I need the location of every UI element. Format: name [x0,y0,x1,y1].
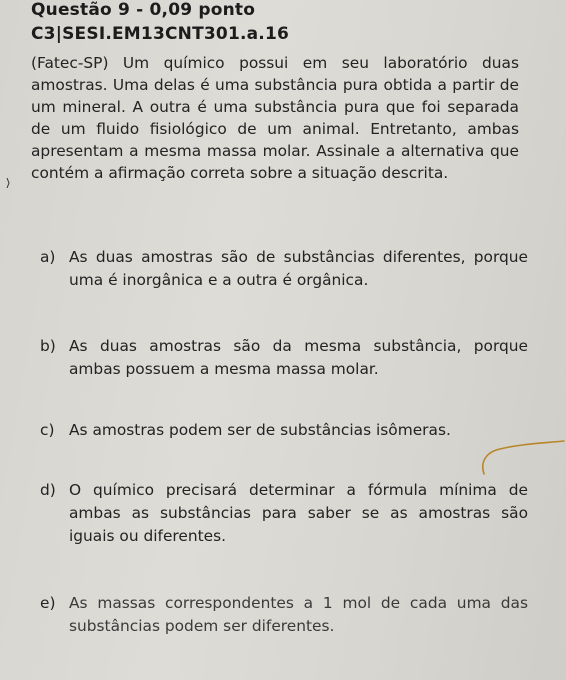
option-a-text: As duas amostras são de substâncias diferentes, porque uma é inorgânica e a outra é orgânica. [69,248,528,289]
option-b[interactable] [40,335,528,381]
option-e[interactable] [40,592,528,638]
option-b-letter: b) [40,337,56,355]
option-c-letter: c) [40,421,55,439]
option-e-letter: e) [40,594,56,612]
option-e-text: As massas correspondentes a 1 mol de cada uma das substâncias podem ser diferentes. [69,594,528,635]
question-code-heading: C3|SESI.EM13CNT301.a.16 [31,24,290,44]
question-stem: (Fatec-SP) Um químico possui em seu laboratório duas amostras. Uma delas é uma substância pura obtida a partir de um mineral. A outra é uma substância pura que foi separada de um fluido fisiológico de um animal. Entretanto, ambas apresentam a mesma massa molar. Assinale a alternativa que contém a afirmação correta sobre a situação descrita. [31,54,519,182]
option-c-text: As amostras podem ser de substâncias isômeras. [69,421,451,439]
option-b-text: As duas amostras são da mesma substância, porque ambas possuem a mesma massa molar. [69,337,528,378]
question-number-heading: Questão 9 - 0,09 ponto [31,0,256,20]
option-d[interactable] [40,479,528,548]
option-d-text: O químico precisará determinar a fórmula mínima de ambas as substâncias para saber se as amostras são iguais ou diferentes. [69,481,528,545]
pen-mark-icon [440,440,566,480]
option-c[interactable] [40,419,528,442]
option-d-letter: d) [40,481,56,499]
option-a[interactable] [40,246,528,292]
option-a-letter: a) [40,248,56,266]
margin-mark-icon [6,178,10,188]
